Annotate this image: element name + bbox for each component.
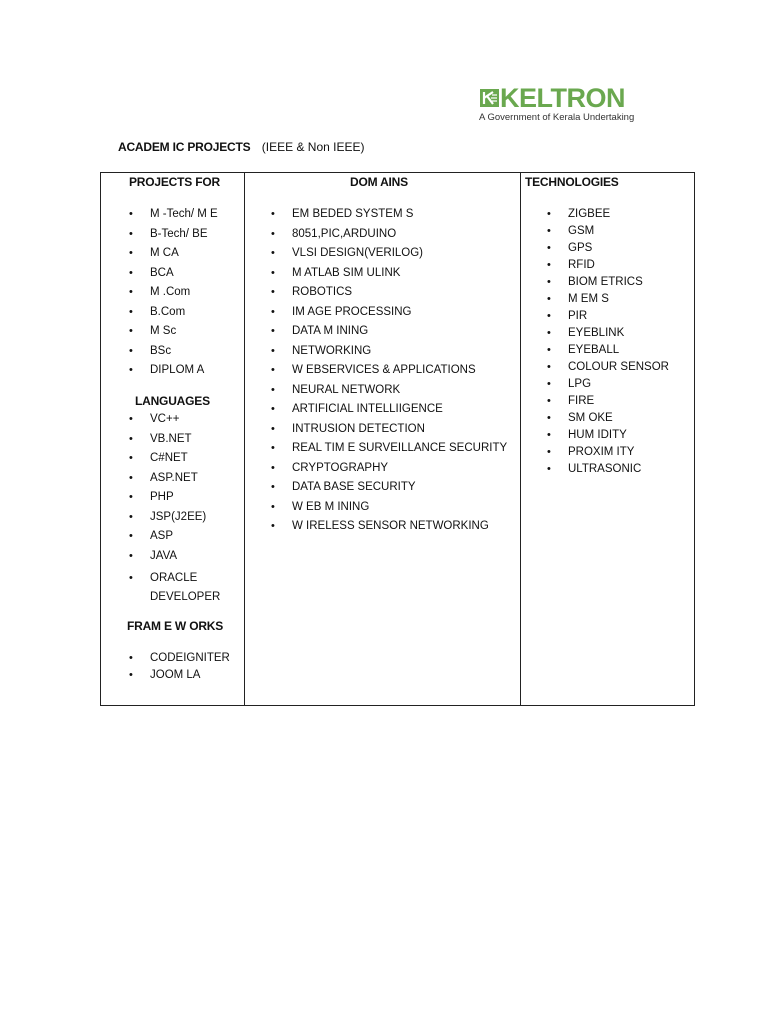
list-item: • M Sc [129, 325, 218, 345]
list-item: • FIRE [547, 395, 669, 412]
list-item: • LPG [547, 378, 669, 395]
list-item: • W EB M INING [271, 501, 507, 521]
keltron-emblem-icon [480, 88, 500, 108]
list-item: • DIPLOM A [129, 364, 218, 384]
list-item: • ZIGBEE [547, 208, 669, 225]
technologies-heading: TECHNOLOGIES [525, 175, 619, 189]
frameworks-list [129, 652, 230, 686]
list-item: • M ATLAB SIM ULINK [271, 267, 507, 287]
list-item: • BSc [129, 345, 218, 365]
list-item: • C#NET [129, 452, 230, 472]
column-domains [244, 173, 521, 705]
list-item: • B.Com [129, 306, 218, 326]
list-item: • REAL TIM E SURVEILLANCE SECURITY [271, 442, 507, 462]
list-item: • PROXIM ITY [547, 446, 669, 463]
list-item: • VB.NET [129, 433, 230, 453]
list-item: • W EBSERVICES & APPLICATIONS [271, 364, 507, 384]
list-item: • M .Com [129, 286, 218, 306]
list-item: • CODEIGNITER [129, 652, 230, 669]
list-item: • M CA [129, 247, 218, 267]
subtitle-text: (IEEE & Non IEEE) [261, 140, 365, 154]
list-item: • INTRUSION DETECTION [271, 423, 507, 443]
column-projects-for [101, 173, 245, 705]
list-item: • PIR [547, 310, 669, 327]
languages-heading: LANGUAGES [135, 394, 210, 408]
list-item: • EM BEDED SYSTEM S [271, 208, 507, 228]
list-item: • W IRELESS SENSOR NETWORKING [271, 520, 507, 540]
frameworks-heading: FRAM E W ORKS [127, 619, 224, 633]
list-item: • EYEBLINK [547, 327, 669, 344]
list-item: • EYEBALL [547, 344, 669, 361]
languages-list [129, 413, 230, 603]
list-item: • IM AGE PROCESSING [271, 306, 507, 326]
list-item: • NETWORKING [271, 345, 507, 365]
list-item: • BIOM ETRICS [547, 276, 669, 293]
list-item: • DATA BASE SECURITY [271, 481, 507, 501]
list-item: • JAVA [129, 550, 230, 570]
title-text: ACADEM IC PROJECTS [118, 140, 251, 154]
logo-tagline: A Government of Kerala Undertaking [479, 112, 635, 123]
list-item: • ROBOTICS [271, 286, 507, 306]
list-item: • ORACLE DEVELOPER [129, 569, 230, 589]
list-item: • COLOUR SENSOR [547, 361, 669, 378]
list-item: • VLSI DESIGN(VERILOG) [271, 247, 507, 267]
list-item: • VC++ [129, 413, 230, 433]
projects-table [100, 172, 695, 706]
domains-list [271, 208, 507, 540]
list-item: • DATA M INING [271, 325, 507, 345]
list-item: • M -Tech/ M E [129, 208, 218, 228]
list-item: • JSP(J2EE) [129, 511, 230, 531]
technologies-list [547, 208, 669, 480]
list-item: • ULTRASONIC [547, 463, 669, 480]
list-item: • B-Tech/ BE [129, 228, 218, 248]
list-item: • GSM [547, 225, 669, 242]
list-item: • M EM S [547, 293, 669, 310]
list-item: • RFID [547, 259, 669, 276]
list-item: • 8051,PIC,ARDUINO [271, 228, 507, 248]
list-item: • NEURAL NETWORK [271, 384, 507, 404]
projects-for-heading: PROJECTS FOR [129, 175, 220, 189]
list-item: • BCA [129, 267, 218, 287]
page-title [118, 140, 364, 154]
list-item: • CRYPTOGRAPHY [271, 462, 507, 482]
domains-heading: DOM AINS [350, 175, 408, 189]
list-item: • ASP [129, 530, 230, 550]
column-technologies [520, 173, 694, 705]
list-item: • JOOM LA [129, 669, 230, 686]
logo-wordmark: KELTRON [500, 83, 625, 113]
list-item: • GPS [547, 242, 669, 259]
list-item: • HUM IDITY [547, 429, 669, 446]
keltron-logo [478, 84, 653, 128]
list-item: • ASP.NET [129, 472, 230, 492]
list-item: • PHP [129, 491, 230, 511]
list-item: • ARTIFICIAL INTELLIIGENCE [271, 403, 507, 423]
list-item: • SM OKE [547, 412, 669, 429]
projects-for-list [129, 208, 218, 384]
